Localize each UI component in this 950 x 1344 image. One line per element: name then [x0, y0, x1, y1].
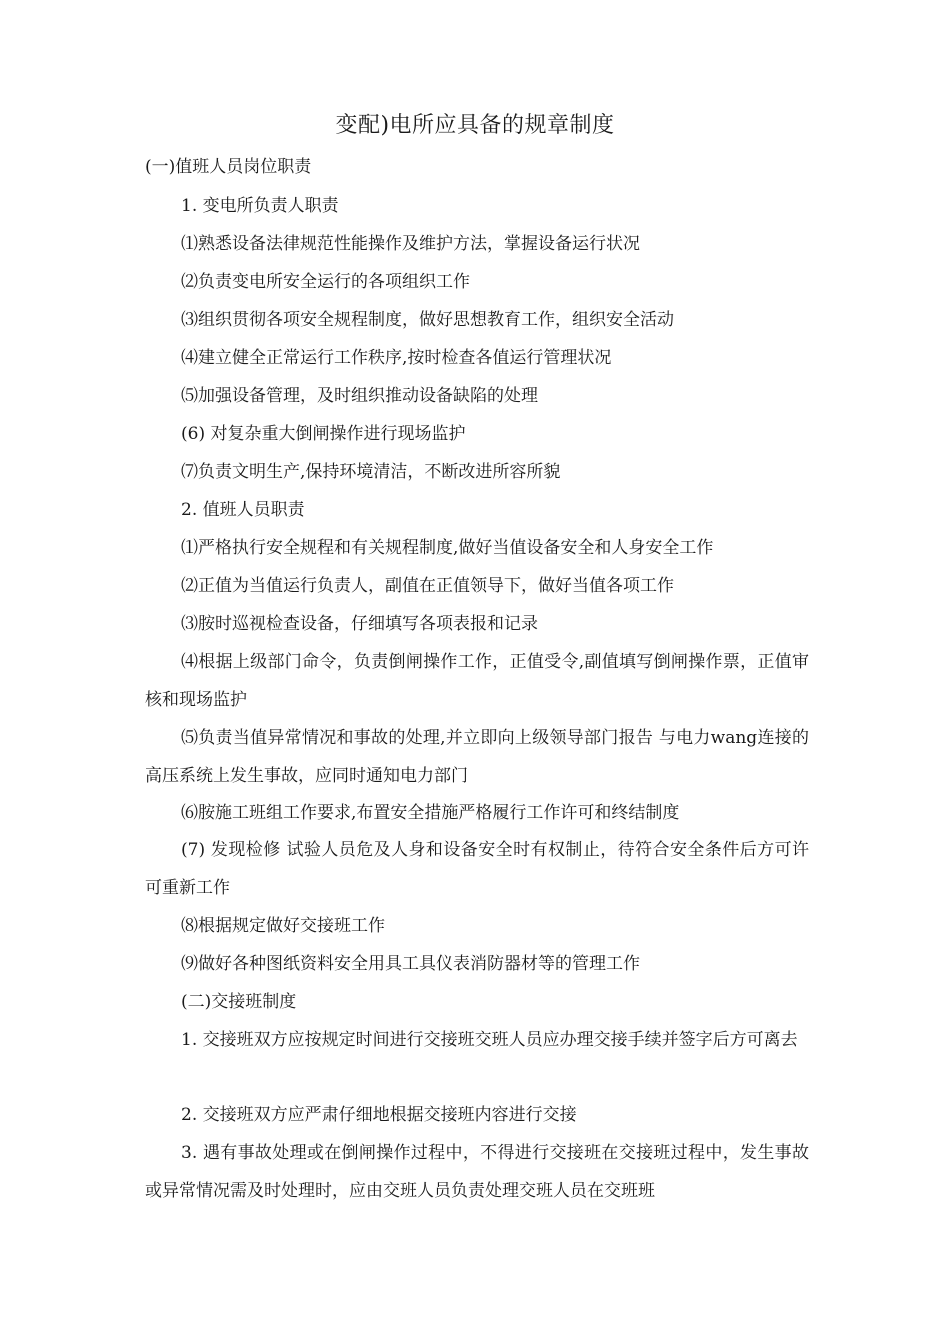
list-item: ⑺负责文明生产,保持环境清洁，不断改进所容所貌	[181, 462, 561, 482]
list-item: ⑸加强设备管理，及时组织推动设备缺陷的处理	[181, 386, 538, 406]
section-heading-handover: (二)交接班制度	[181, 992, 297, 1012]
list-item: ⑻根据规定做好交接班工作	[181, 916, 385, 936]
list-item: ⑵负责变电所安全运行的各项组织工作	[181, 272, 470, 292]
list-item: ⑵正值为当值运行负责人，副值在正值领导下，做好当值各项工作	[181, 576, 674, 596]
list-item: ⑴严格执行安全规程和有关规程制度,做好当值设备安全和人身安全工作	[181, 538, 714, 558]
list-item: 2. 交接班双方应严肃仔细地根据交接班内容进行交接	[181, 1105, 577, 1125]
list-item: (7) 发现检修 试验人员危及人身和设备安全时有权制止，待符合安全条件后方可许可重新工作	[145, 840, 809, 898]
subheading-manager-duties: 1. 变电所负责人职责	[181, 196, 339, 216]
list-item: 1. 交接班双方应按规定时间进行交接班交班人员应办理交接手续并签字后方可离去	[181, 1030, 798, 1050]
list-item: ⑹胺施工班组工作要求,布置安全措施严格履行工作许可和终结制度	[181, 803, 680, 823]
list-item: ⑴熟悉设备法律规范性能操作及维护方法，掌握设备运行状况	[181, 234, 640, 254]
list-item: ⑼做好各种图纸资料安全用具工具仪表消防器材等的管理工作	[181, 954, 640, 974]
list-item: ⑷建立健全正常运行工作秩序,按时检查各值运行管理状况	[181, 348, 612, 368]
list-item: ⑷根据上级部门命令，负责倒闸操作工作，正值受令,副值填写倒闸操作票，正值审核和现场监护	[145, 652, 809, 710]
list-item: ⑶组织贯彻各项安全规程制度，做好思想教育工作，组织安全活动	[181, 310, 674, 330]
subheading-staff-duties: 2. 值班人员职责	[181, 500, 305, 520]
list-item: (6) 对复杂重大倒闸操作进行现场监护	[181, 424, 466, 444]
list-item: ⑸负责当值异常情况和事故的处理,并立即向上级领导部门报告 与电力wang连接的高压系统上发生事故，应同时通知电力部门	[145, 728, 809, 786]
list-item: 3. 遇有事故处理或在倒闸操作过程中，不得进行交接班在交接班过程中，发生事故或异常情况需及时处理时，应由交班人员负责处理交班人员在交班班	[145, 1143, 809, 1201]
document-title: 变配)电所应具备的规章制度	[335, 113, 615, 138]
section-heading-duty-staff: (一)值班人员岗位职责	[145, 157, 312, 177]
list-item: ⑶胺时巡视检查设备，仔细填写各项表报和记录	[181, 614, 538, 634]
